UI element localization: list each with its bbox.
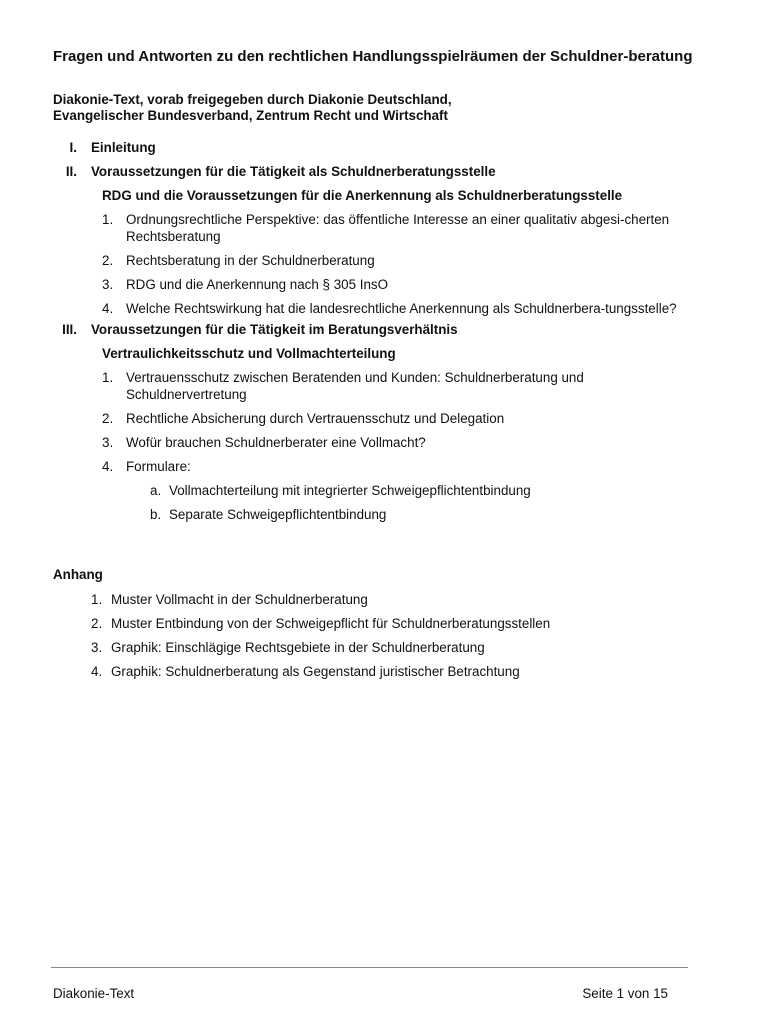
- sub-list-item: [0, 506, 770, 523]
- toc-section-1: [0, 140, 770, 164]
- list-item: [0, 369, 770, 403]
- sub-item-text: Vollmachterteilung mit integrierter Schweigepflichtentbindung: [169, 483, 531, 498]
- list-item: [0, 252, 770, 269]
- item-number: 4.: [102, 459, 114, 474]
- item-number: 4.: [91, 664, 103, 679]
- item-text: Vertrauensschutz zwischen Beratenden und Kunden: Schuldnerberatung und Schuldnervertretung: [126, 370, 584, 402]
- item-number: 2.: [102, 253, 114, 268]
- item-number: 3.: [102, 435, 114, 450]
- section-number: I.: [69, 140, 77, 155]
- section-2-subheading: RDG und die Voraussetzungen für die Anerkennung als Schuldnerberatungsstelle: [102, 188, 623, 203]
- item-text: Rechtsberatung in der Schuldnerberatung: [126, 253, 375, 268]
- table-of-contents: [0, 140, 770, 530]
- item-text: Formulare:: [126, 459, 191, 474]
- list-item: [0, 458, 770, 475]
- item-number: 3.: [91, 640, 103, 655]
- item-text: Welche Rechtswirkung hat die landesrechtliche Anerkennung als Schuldnerbera-tungsstelle?: [126, 301, 677, 316]
- item-text: RDG und die Anerkennung nach § 305 InsO: [126, 277, 389, 292]
- item-number: 4.: [102, 301, 114, 316]
- list-item: [0, 434, 770, 451]
- item-text: Rechtliche Absicherung durch Vertrauensschutz und Delegation: [126, 411, 505, 426]
- item-number: 2.: [102, 411, 114, 426]
- toc-section-3: [0, 322, 770, 346]
- list-item: [0, 410, 770, 427]
- footer-document-label: Diakonie-Text: [53, 986, 135, 1001]
- document-title: Fragen und Antworten zu den rechtlichen Handlungsspielräumen der Schuldner-beratung: [53, 48, 693, 65]
- section-title: Voraussetzungen für die Tätigkeit als Schuldnerberatungsstelle: [91, 164, 496, 179]
- section-title: Voraussetzungen für die Tätigkeit im Beratungsverhältnis: [91, 322, 458, 337]
- sub-list-item: [0, 482, 770, 499]
- item-number: 1.: [102, 370, 114, 385]
- item-number: 1.: [102, 212, 114, 227]
- footer-divider: [51, 967, 688, 968]
- item-number: 3.: [102, 277, 114, 292]
- toc-section-2: [0, 164, 770, 188]
- document-subtitle: [53, 92, 693, 124]
- sub-item-letter: a.: [150, 483, 162, 498]
- list-item: [0, 615, 770, 639]
- item-text: Graphik: Einschlägige Rechtsgebiete in der Schuldnerberatung: [111, 640, 485, 655]
- item-number: 2.: [91, 616, 103, 631]
- section-title: Einleitung: [91, 140, 156, 155]
- list-item: [0, 591, 770, 615]
- list-item: [0, 300, 770, 317]
- list-item: [0, 276, 770, 293]
- anhang-heading: Anhang: [53, 567, 103, 582]
- section-3-subheading: Vertraulichkeitsschutz und Vollmachterteilung: [102, 346, 396, 361]
- section-number: II.: [65, 164, 77, 179]
- item-number: 1.: [91, 592, 103, 607]
- sub-item-letter: b.: [150, 507, 162, 522]
- item-text: Muster Entbindung von der Schweigepflicht für Schuldnerberatungsstellen: [111, 616, 551, 631]
- subtitle-line-2: Evangelischer Bundesverband, Zentrum Recht und Wirtschaft: [53, 108, 448, 123]
- list-item: [0, 663, 770, 687]
- item-text: Ordnungsrechtliche Perspektive: das öffentliche Interesse an einer qualitativ abgesi-cherten Rechtsberatung: [126, 212, 670, 244]
- subtitle-line-1: Diakonie-Text, vorab freigegeben durch Diakonie Deutschland,: [53, 92, 452, 107]
- item-text: Graphik: Schuldnerberatung als Gegenstand juristischer Betrachtung: [111, 664, 520, 679]
- item-text: Muster Vollmacht in der Schuldnerberatung: [111, 592, 368, 607]
- sub-item-text: Separate Schweigepflichtentbindung: [169, 507, 387, 522]
- section-number: III.: [62, 322, 77, 337]
- item-text: Wofür brauchen Schuldnerberater eine Vollmacht?: [126, 435, 426, 450]
- anhang-list: [0, 591, 770, 687]
- footer-page-number: Seite 1 von 15: [582, 986, 668, 1001]
- list-item: [0, 639, 770, 663]
- list-item: [0, 211, 770, 245]
